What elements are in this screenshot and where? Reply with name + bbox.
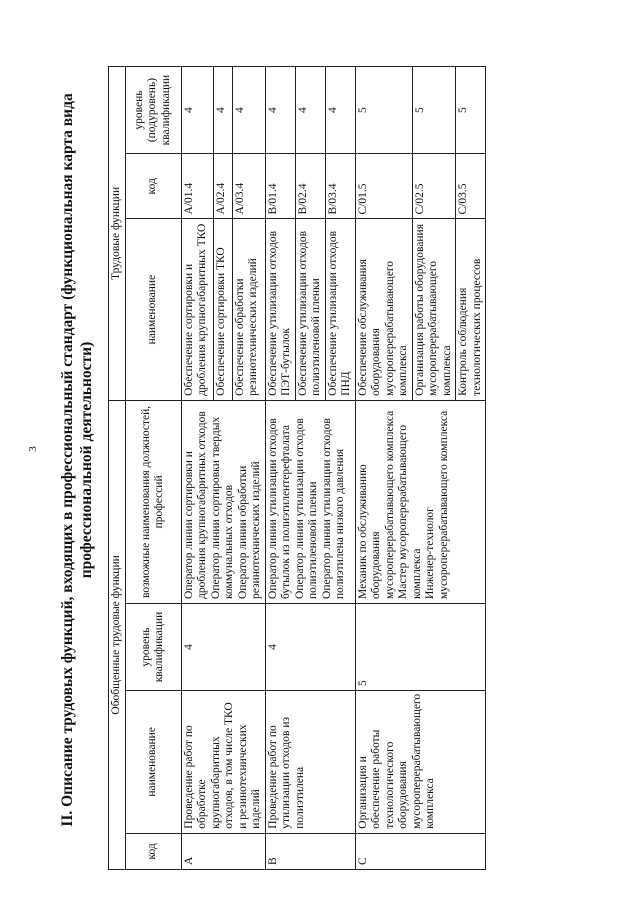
position-item: Оператор линии утилизации отходов бутылок из полиэтилентерефталата — [266, 418, 292, 599]
function-level: 4 — [325, 67, 355, 154]
group-name: Организация и обеспечение работы технологического оборудования мусороперерабатывающего комплекса — [355, 691, 486, 834]
function-code: A/01.4 — [181, 154, 214, 219]
position-item: Оператор линии сортировки твердых коммунальных отходов — [209, 416, 235, 599]
function-name: Обеспечение обработки резинотехнических изделий — [232, 219, 265, 400]
function-level: 5 — [355, 67, 412, 154]
table-body — [181, 67, 486, 870]
function-name: Организация работы оборудования мусороперерабатывающего комплекса — [412, 219, 456, 400]
header-code: код — [125, 833, 181, 869]
group-positions — [265, 400, 355, 603]
function-name: Обеспечение сортировки и дробления крупногабаритных ТКО — [181, 219, 214, 400]
function-code: A/02.4 — [214, 154, 232, 219]
function-name: Обеспечение утилизации отходов ПНД — [325, 219, 355, 400]
header-labor: Трудовые функции — [109, 67, 126, 401]
position-item: Оператор линии утилизации отходов полиэтиленовой пленки — [293, 418, 319, 599]
header-sublevel: уровень (подуровень) квалификации — [125, 67, 181, 154]
group-positions — [181, 400, 265, 603]
function-level: 5 — [456, 67, 486, 154]
function-level: 4 — [232, 67, 265, 154]
group-code: A — [181, 833, 265, 869]
function-name: Обеспечение утилизации отходов полиэтиленовой пленки — [295, 219, 325, 400]
function-code: B/03.4 — [325, 154, 355, 219]
function-level: 5 — [412, 67, 456, 154]
table-row — [355, 67, 412, 870]
function-code: B/01.4 — [265, 154, 295, 219]
function-code: C/01.5 — [355, 154, 412, 219]
group-level: 5 — [355, 603, 486, 690]
group-level: 4 — [265, 603, 355, 690]
header-code2: код — [125, 154, 181, 219]
function-name: Обеспечение утилизации отходов ПЭТ-бутылок — [265, 219, 295, 400]
rotated-content — [58, 50, 588, 870]
group-positions — [355, 400, 486, 603]
function-code: B/02.4 — [295, 154, 325, 219]
function-code: C/03.5 — [456, 154, 486, 219]
header-name: наименование — [125, 691, 181, 834]
header-positions: возможные наименования должностей, профессий — [125, 400, 181, 603]
page-title: II. Описание трудовых функций, входящих в профессиональный стандарт (функциональная карта вида профессиональной деятельности) — [59, 93, 95, 827]
table-row — [181, 67, 214, 870]
position-item: Оператор линии утилизации отходов полиэтилена низкого давления — [320, 418, 346, 599]
header-row-1 — [109, 67, 126, 870]
function-level: 4 — [295, 67, 325, 154]
group-name: Проведение работ по обработке крупногабаритных отходов, в том числе ТКО и резинотехнических изделий — [181, 691, 265, 834]
header-row-2 — [125, 67, 181, 870]
position-item: Инженер-технолог мусороперерабатывающего комплекса — [424, 410, 450, 599]
function-level: 4 — [214, 67, 232, 154]
position-item: Мастер мусороперерабатывающего комплекса — [397, 424, 423, 599]
header-level: уровень квалификации — [125, 603, 181, 690]
header-name2: наименование — [125, 219, 181, 400]
function-code: A/03.4 — [232, 154, 265, 219]
position-item: Оператор линии обработки резинотехнических изделий — [236, 461, 262, 599]
function-name: Контроль соблюдения технологических процессов — [456, 219, 486, 400]
header-generalized: Обобщенные трудовые функции — [109, 400, 126, 869]
group-name: Проведение работ по утилизации отходов из полиэтилена — [265, 691, 355, 834]
table-row — [265, 67, 295, 870]
group-level: 4 — [181, 603, 265, 690]
position-item: Механик по обслуживанию оборудования мусороперерабатывающего комплекса — [356, 410, 396, 599]
function-name: Обеспечение обслуживания оборудования мусороперерабатывающего комплекса — [355, 219, 412, 400]
group-code: B — [265, 833, 355, 869]
function-name: Обеспечение сортировки ТКО — [214, 219, 232, 400]
group-code: C — [355, 833, 486, 869]
position-item: Оператор линии сортировки и дробления крупногабаритных отходов — [182, 411, 208, 599]
function-level: 4 — [181, 67, 214, 154]
page-number: 3 — [26, 446, 39, 452]
function-code: C/02.5 — [412, 154, 456, 219]
functional-map-table — [108, 66, 486, 870]
function-level: 4 — [265, 67, 295, 154]
